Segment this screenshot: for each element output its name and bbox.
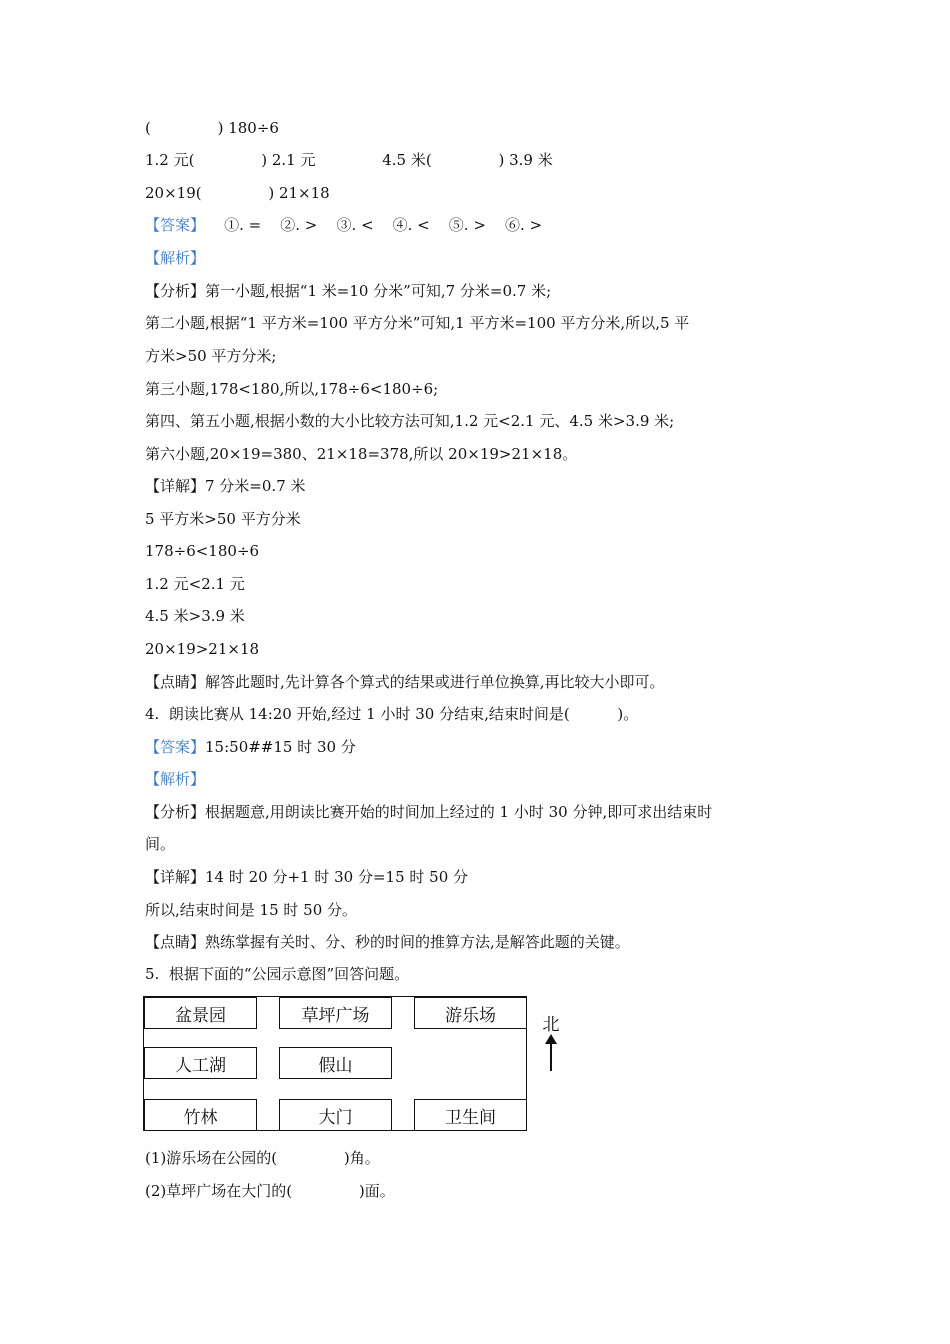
q3-analysis-4: 第三小题,178<180,所以,178÷6<180÷6; <box>145 380 439 398</box>
q3-detail-2: 5 平方米>50 平方分米 <box>145 510 301 528</box>
q5-sub-1: (1)游乐场在公园的( )角。 <box>145 1149 380 1167</box>
q3-analysis-3: 方米>50 平方分米; <box>145 347 277 365</box>
map-cell-rengonghu: 人工湖 <box>144 1047 257 1079</box>
north-arrow-shaft <box>550 1040 552 1071</box>
q3-detail-5: 4.5 米>3.9 米 <box>145 607 245 625</box>
answer-tag: 【答案】 <box>145 216 206 234</box>
q3-analysis-5: 第四、第五小题,根据小数的大小比较方法可知,1.2 元<2.1 元、4.5 米>3.9 米; <box>145 412 675 430</box>
map-cell-youlechang: 游乐场 <box>414 997 527 1029</box>
comparison-line-3: 20×19( ) 21×18 <box>145 184 330 202</box>
q3-detail-3: 178÷6<180÷6 <box>145 542 260 560</box>
comparison-line-2: 1.2 元( ) 2.1 元 4.5 米( ) 3.9 米 <box>145 151 553 169</box>
q3-detail-6: 20×19>21×18 <box>145 640 260 658</box>
analysis-tag: 【解析】 <box>145 249 206 267</box>
q4-detail-1: 【详解】14 时 20 分+1 时 30 分=15 时 50 分 <box>145 868 469 886</box>
map-cell-weishengjian: 卫生间 <box>414 1099 527 1131</box>
q5-sub-2: (2)草坪广场在大门的( )面。 <box>145 1182 395 1200</box>
q4-question: 4. 朗读比赛从 14:20 开始,经过 1 小时 30 分结束,结束时间是( )。 <box>145 705 639 723</box>
answer-tag: 【答案】 <box>145 738 206 756</box>
map-cell-damen: 大门 <box>279 1099 392 1131</box>
q4-comment: 【点睛】熟练掌握有关时、分、秒的时间的推算方法,是解答此题的关键。 <box>145 933 630 951</box>
map-cell-caoping: 草坪广场 <box>279 997 392 1029</box>
north-indicator <box>539 1010 567 1075</box>
analysis-tag: 【解析】 <box>145 770 206 788</box>
q3-answer-line <box>145 215 542 235</box>
q3-analysis-6: 第六小题,20×19=380、21×18=378,所以 20×19>21×18。 <box>145 445 578 463</box>
q3-analysis-2: 第二小题,根据“1 平方米=100 平方分米”可知,1 平方米=100 平方分米,所以,5 平 <box>145 314 690 332</box>
q4-analysis-2: 间。 <box>145 835 176 853</box>
q3-analysis-1: 【分析】第一小题,根据“1 米=10 分米”可知,7 分米=0.7 米; <box>145 282 552 300</box>
q5-question: 5. 根据下面的“公园示意图”回答问题。 <box>145 965 410 983</box>
north-label: 北 <box>542 1015 560 1035</box>
comparison-line-1: ( ) 180÷6 <box>145 119 279 137</box>
q3-detail-4: 1.2 元<2.1 元 <box>145 575 245 593</box>
map-cell-jiashan: 假山 <box>279 1047 392 1079</box>
q4-answer-line <box>145 737 356 757</box>
map-cell-zhulin: 竹林 <box>144 1099 257 1131</box>
park-map <box>143 996 527 1131</box>
q3-comment: 【点睛】解答此题时,先计算各个算式的结果或进行单位换算,再比较大小即可。 <box>145 673 665 691</box>
q4-detail-2: 所以,结束时间是 15 时 50 分。 <box>145 901 358 919</box>
map-cell-penjingyuan: 盆景园 <box>144 997 257 1029</box>
q4-answer: 15:50##15 时 30 分 <box>205 738 356 756</box>
q4-analysis-1: 【分析】根据题意,用朗读比赛开始的时间加上经过的 1 小时 30 分钟,即可求出结束时 <box>145 803 713 821</box>
q3-answer: ①. = ②. > ③. < ④. < ⑤. > ⑥. > <box>205 216 543 234</box>
q3-detail-1: 【详解】7 分米=0.7 米 <box>145 477 306 495</box>
